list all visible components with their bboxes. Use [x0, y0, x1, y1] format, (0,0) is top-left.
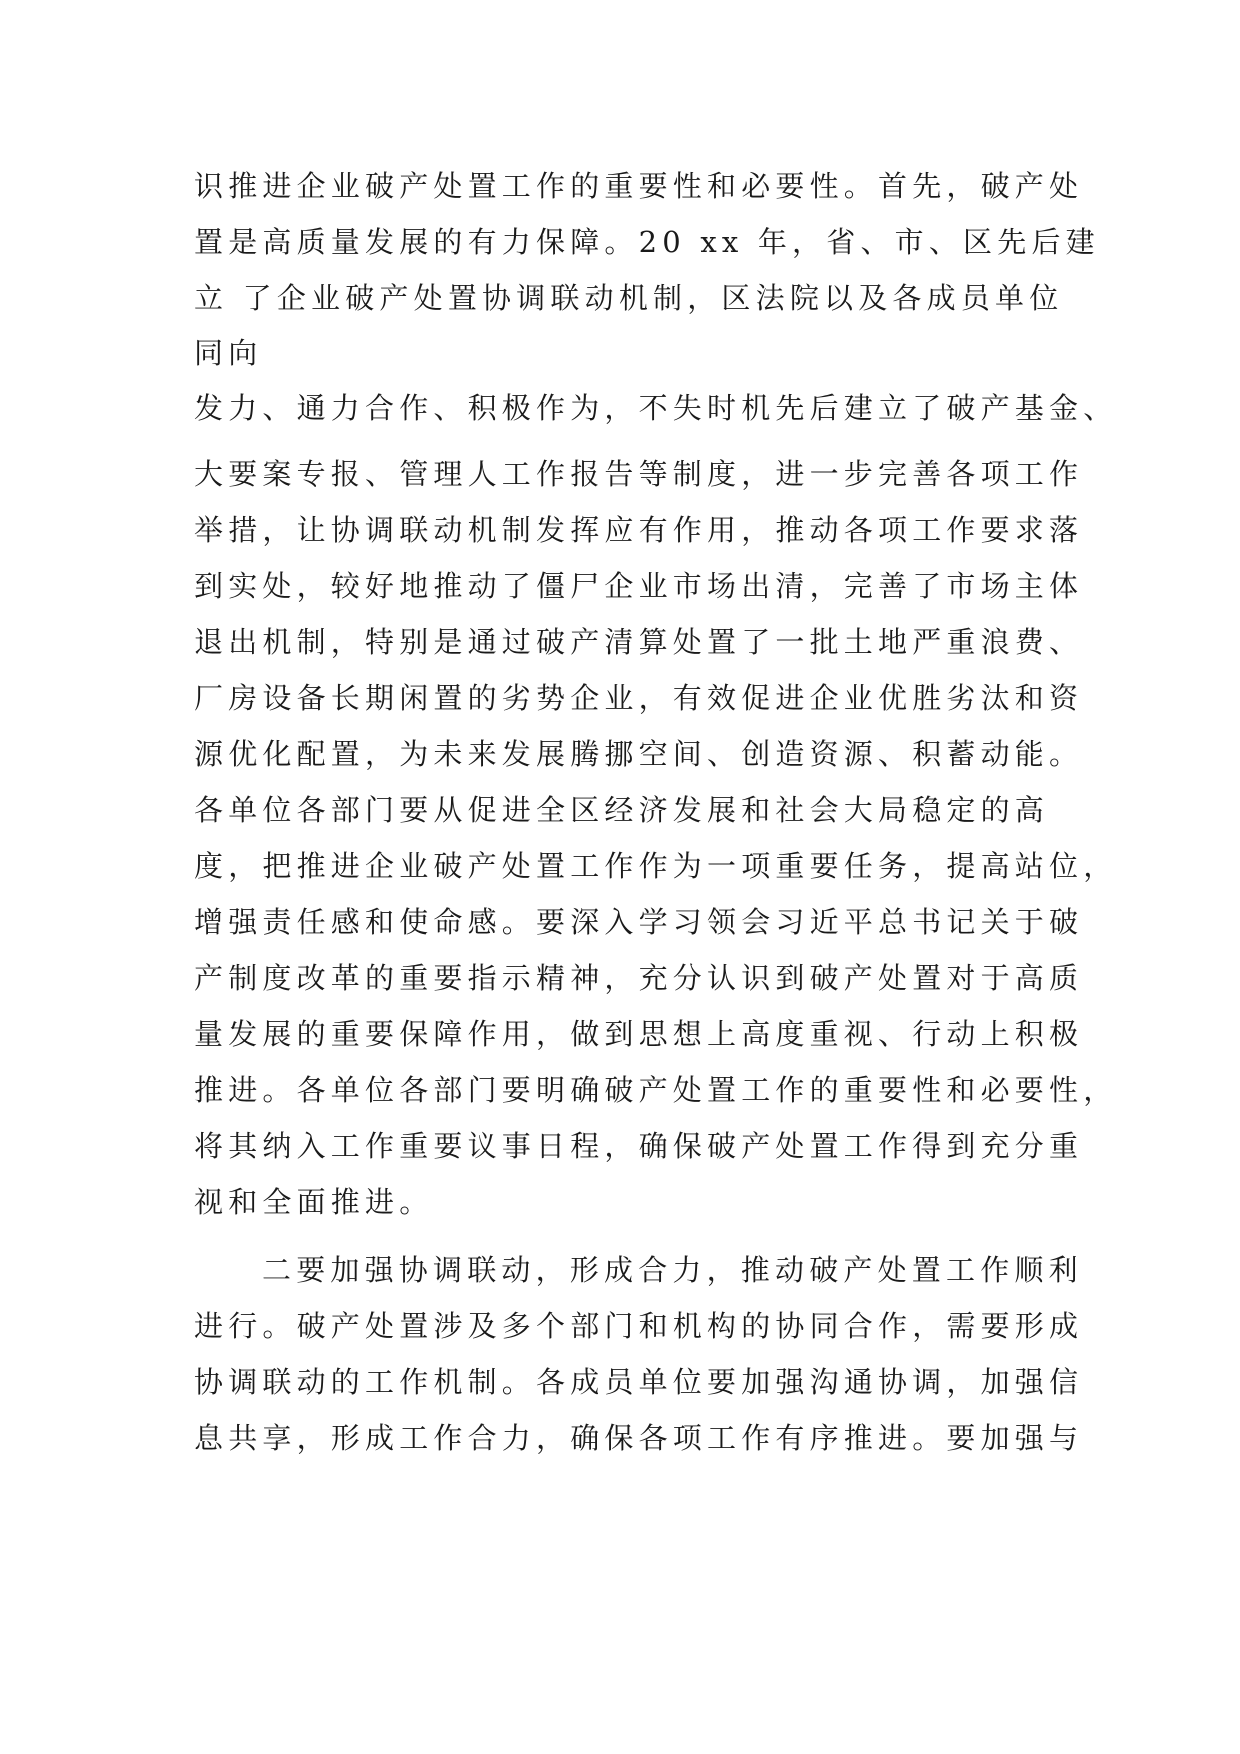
text-line: 立 了企业破产处置协调联动机制，区法院以及各成员单位 — [194, 281, 1064, 315]
text-line: 识推进企业破产处置工作的重要性和必要性。首先，破产处 — [194, 169, 1084, 203]
text-line: 发力、通力合作、积极作为，不失时机先后建立了破产基金、 — [194, 391, 1118, 425]
text-line: 到实处，较好地推动了僵尸企业市场出清，完善了市场主体 — [194, 569, 1084, 603]
text-line: 协调联动的工作机制。各成员单位要加强沟通协调，加强信 — [194, 1365, 1084, 1399]
text-line: 置是高质量发展的有力保障。20 xx 年，省、市、区先后建 — [194, 225, 1100, 259]
text-line: 息共享，形成工作合力，确保各项工作有序推进。要加强与 — [194, 1421, 1084, 1455]
text-line: 举措，让协调联动机制发挥应有作用，推动各项工作要求落 — [194, 513, 1084, 547]
text-line: 量发展的重要保障作用，做到思想上高度重视、行动上积极 — [194, 1017, 1084, 1051]
text-line: 退出机制，特别是通过破产清算处置了一批土地严重浪费、 — [194, 625, 1084, 659]
text-line: 将其纳入工作重要议事日程，确保破产处置工作得到充分重 — [194, 1129, 1084, 1163]
text-line: 大要案专报、管理人工作报告等制度，进一步完善各项工作 — [194, 457, 1084, 491]
text-line: 增强责任感和使命感。要深入学习领会习近平总书记关于破 — [194, 905, 1084, 939]
text-line: 源优化配置，为未来发展腾挪空间、创造资源、积蓄动能。 — [194, 737, 1084, 771]
paragraph-first-line: 二要加强协调联动，形成合力，推动破产处置工作顺利 — [262, 1253, 1083, 1287]
text-line: 视和全面推进。 — [194, 1185, 434, 1219]
text-line: 各单位各部门要从促进全区经济发展和社会大局稳定的高 — [194, 793, 1050, 827]
text-line: 度，把推进企业破产处置工作作为一项重要任务，提高站位， — [194, 849, 1118, 883]
text-line: 进行。破产处置涉及多个部门和机构的协同合作，需要形成 — [194, 1309, 1084, 1343]
text-line: 同向 — [194, 336, 263, 370]
text-line: 推进。各单位各部门要明确破产处置工作的重要性和必要性， — [194, 1073, 1118, 1107]
text-line: 厂房设备长期闲置的劣势企业，有效促进企业优胜劣汰和资 — [194, 681, 1084, 715]
text-line: 产制度改革的重要指示精神，充分认识到破产处置对于高质 — [194, 961, 1084, 995]
